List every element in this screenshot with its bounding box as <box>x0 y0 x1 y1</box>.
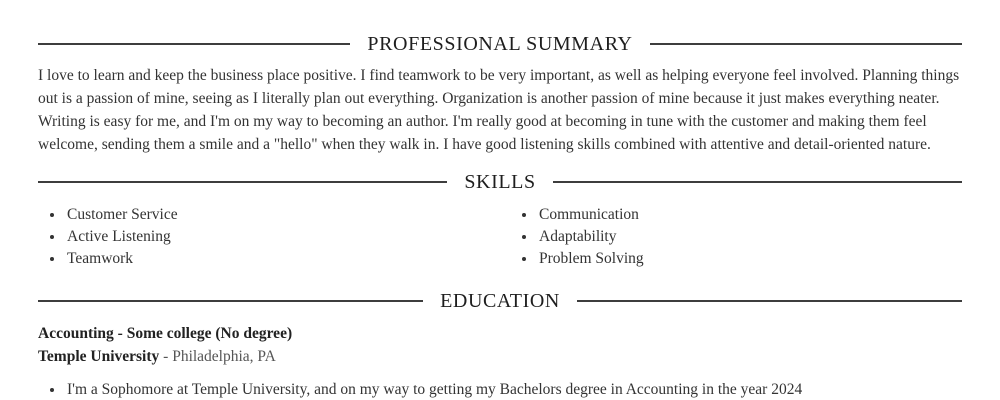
skills-list-left <box>38 204 500 270</box>
skills-columns <box>38 204 962 270</box>
skill-item: • Active Listening <box>65 226 500 248</box>
heading-rule-left <box>38 43 350 45</box>
education-degree: Accounting - Some college (No degree) <box>38 325 293 342</box>
summary-title: PROFESSIONAL SUMMARY <box>367 33 633 55</box>
heading-rule-left <box>38 181 447 183</box>
heading-rule-right <box>650 43 962 45</box>
education-bullet: • I'm a Sophomore at Temple University, and on my way to getting my Bachelors degree in Accounting in the year 2024 <box>65 379 962 400</box>
skill-item: • Communication <box>537 204 962 226</box>
education-title: EDUCATION <box>440 290 560 312</box>
skills-title: SKILLS <box>464 171 536 193</box>
skill-item: • Adaptability <box>537 226 962 248</box>
skill-item: • Problem Solving <box>537 248 962 270</box>
education-location: - Philadelphia, PA <box>159 348 276 365</box>
section-professional-summary <box>38 32 962 156</box>
education-school: Temple University <box>38 348 160 365</box>
heading-rule-right <box>553 181 962 183</box>
skill-item: • Customer Service <box>65 204 500 226</box>
education-heading <box>38 289 962 313</box>
heading-rule-right <box>577 300 962 302</box>
education-school-line <box>38 345 962 368</box>
section-education <box>38 289 962 400</box>
education-bullet-list <box>38 379 962 400</box>
section-skills <box>38 170 962 270</box>
summary-paragraph: I love to learn and keep the business place positive. I find teamwork to be very important, as well as helping everyone feel involved. Planning things out is a passion of mine, seeing as I literally plan out everything. Organization is another passion of mine because it just makes everything neater. Writing is easy for me, and I'm on my way to becoming an author. I'm really good at becoming in tune with the customer and making them feel welcome, sending them a smile and a "hello" when they walk in. I have good listening skills combined with attentive and detail-oriented nature. <box>38 67 960 153</box>
heading-rule-left <box>38 300 423 302</box>
skills-heading <box>38 170 962 194</box>
skill-item: • Teamwork <box>65 248 500 270</box>
summary-heading <box>38 32 962 56</box>
skills-list-right <box>500 204 962 270</box>
